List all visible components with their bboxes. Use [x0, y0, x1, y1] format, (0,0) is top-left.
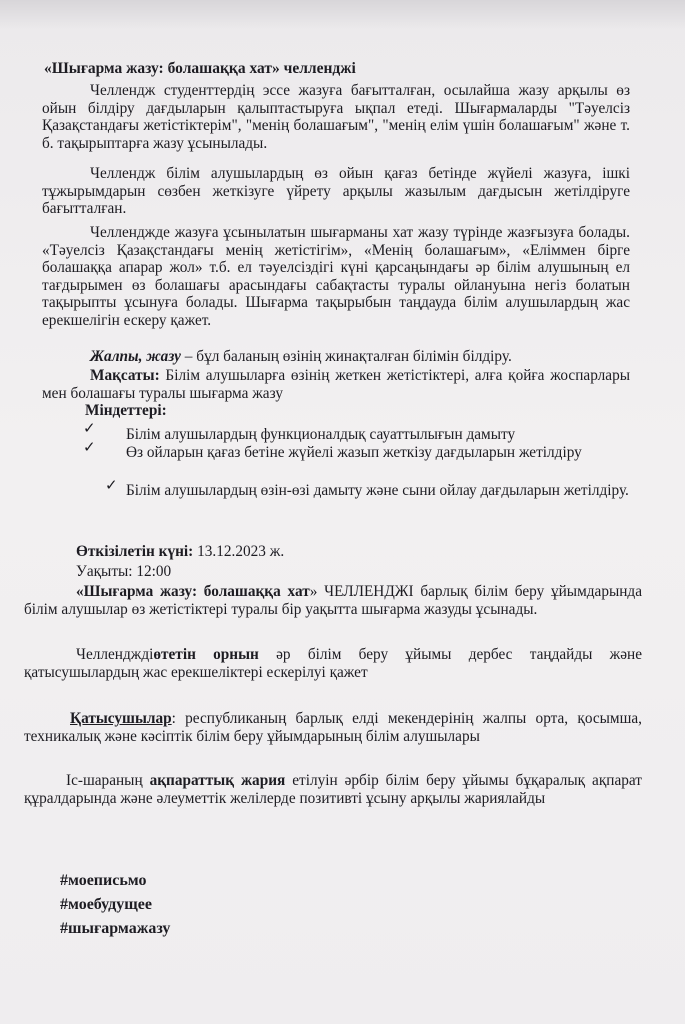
- publicity-start: Іс-шараның: [66, 772, 150, 789]
- document-title: «Шығарма жазу: болашаққа хат» челленджі: [44, 60, 356, 77]
- general-label: Жалпы, жазу: [90, 348, 181, 365]
- paragraph-goal: [42, 367, 630, 402]
- hashtag-1: #моеписьмо: [60, 872, 147, 889]
- check-icon: ✓: [105, 478, 118, 494]
- event-time: Уақыты: 12:00: [76, 563, 172, 580]
- challenge-name: «Шығарма жазу: болашаққа хат: [76, 583, 310, 600]
- hashtag-3: #шығармажазу: [60, 920, 171, 937]
- page-shadow: [0, 0, 685, 30]
- participants-label: Қатысушылар: [70, 710, 172, 727]
- publicity-bold: ақпараттық жария: [149, 772, 286, 789]
- paragraph-participants: [24, 710, 642, 745]
- paragraph-purpose: Челлендж білім алушылардың өз ойын қағаз бетінде жүйелі жазуға, ішкі тұжырымдарын сөзбен жеткізуге үйрету арқылы жазылым дағдысын жетілдіруге бағытталған.: [42, 165, 630, 217]
- task-item-3: Білім алушылардың өзін-өзі дамыту және сыни ойлау дағдыларын жетілдіру.: [126, 482, 629, 499]
- venue-start: Челленджді: [76, 646, 154, 663]
- check-icon: ✓: [83, 421, 96, 437]
- event-date: [76, 543, 284, 561]
- general-text: – бұл баланың өзінің жинақталған білімін білдіру.: [180, 348, 512, 365]
- participants-text: : республиканың барлық елді мекендерінің жалпы орта, қосымша, техникалық және кәсіптік білім беру ұйымдарының білім алушылары: [24, 710, 642, 745]
- task-item-1: Білім алушылардың функционалдық сауаттылығын дамыту: [126, 426, 516, 443]
- goal-label: Мақсаты:: [90, 367, 160, 384]
- hashtag-2: #моебудущее: [60, 896, 152, 913]
- paragraph-venue: [24, 646, 642, 681]
- paragraph-publicity: [24, 772, 642, 807]
- venue-text: әр білім беру ұйымы дербес таңдайды және қатысушылардың жас ерекшеліктері ескерілуі қажет: [24, 646, 642, 681]
- task-item-2: Өз ойларын қағаз бетіне жүйелі жазып жеткізу дағдыларын жетілдіру: [126, 444, 582, 461]
- date-label: Өткізілетін күні:: [76, 543, 194, 560]
- paragraph-topics: Челленджде жазуға ұсынылатын шығарманы хат жазу түрінде жазғызуға болады. «Тәуелсіз Қазақстандағы менің жетістігім», «Менің болашағым», «Еліммен бірге болашаққа апарар жол» т.б. ел тәуелсіздігі күні қарсаңындағы әр білім алушының ел тағдырымен өз болашағы арасындағы сабақтасты туралы ойлануына негіз болатын тақырыпты ұсынуға болады. Шығарма тақырыбын таңдауда білім алушылардың жас ерекшелігін ескеру қажет.: [42, 224, 630, 329]
- paragraph-challenge: [24, 583, 642, 618]
- check-icon: ✓: [83, 440, 96, 456]
- tasks-label: Міндеттері:: [85, 402, 167, 419]
- date-value: 13.12.2023 ж.: [193, 543, 285, 560]
- challenge-text: » ЧЕЛЛЕНДЖІ барлық білім беру ұйымдарында білім алушылар өз жетістіктері туралы бір уақытта шығарма жазуды ұсынады.: [24, 583, 643, 618]
- publicity-text: етілуін әрбір білім беру ұйымы бұқаралық ақпарат құралдарында және әлеуметтік желілерде позитивті ұсыну арқылы жариялайды: [24, 772, 642, 807]
- goal-text: Білім алушыларға өзінің жеткен жетістіктері, алға қойға жоспарлары мен болашағы туралы шығарма жазу: [42, 367, 630, 402]
- venue-bold: өтетін орнын: [153, 646, 259, 663]
- paragraph-intro: Челлендж студенттердің эссе жазуға бағытталған, осылайша жазу арқылы өз ойын білдіру дағдыларын қалыптастыруға ықпал етеді. Шығармаларды "Тәуелсіз Қазақстандағы жетістіктерім", "менің болашағым", "менің елім үшін болашағым" және т. б. тақырыптарға жазу ұсынылады.: [42, 82, 630, 152]
- paragraph-general: [42, 348, 630, 366]
